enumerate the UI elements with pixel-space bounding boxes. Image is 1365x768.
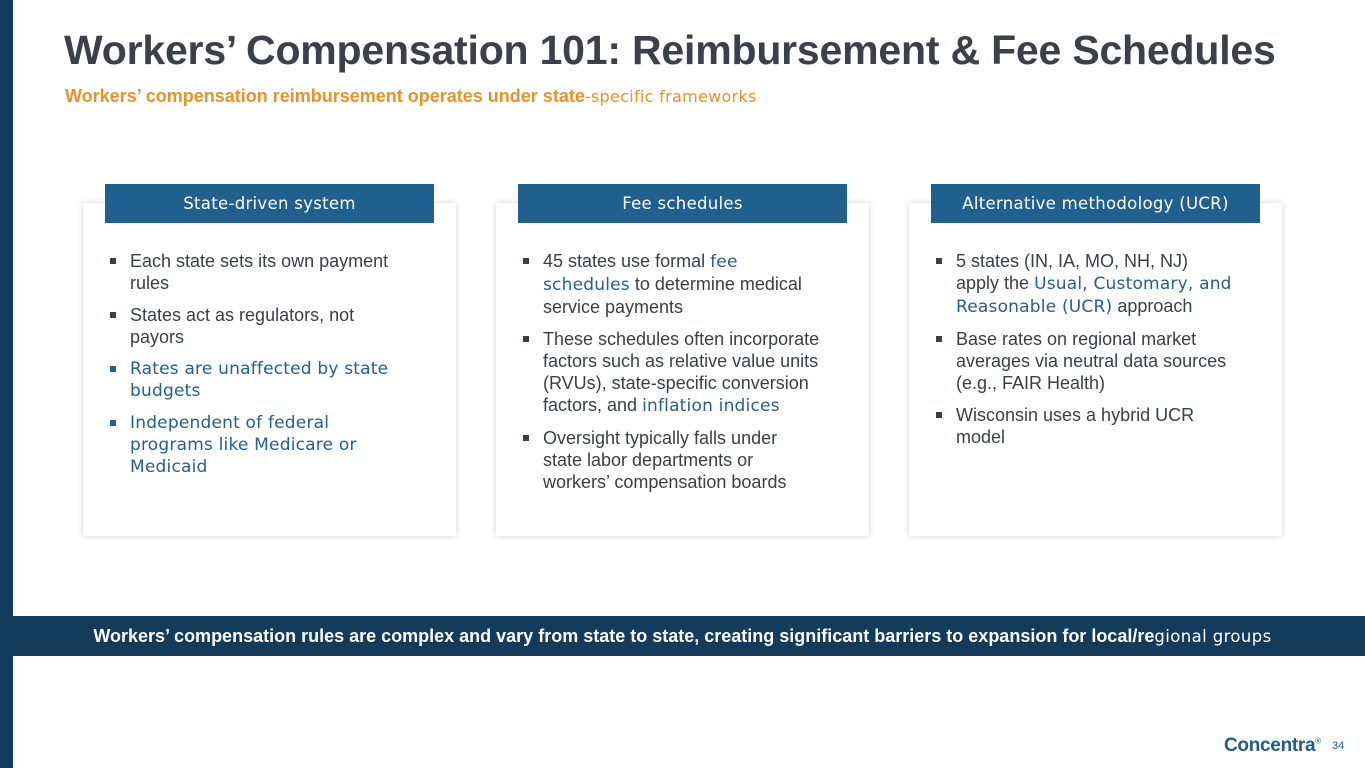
subtitle-rest: -specific frameworks: [584, 87, 757, 106]
bullet-item: [521, 250, 821, 318]
page-subtitle: [65, 86, 757, 107]
bullet-item: [108, 304, 408, 348]
bullet-item: [108, 250, 408, 294]
takeaway-banner: [0, 616, 1365, 656]
bullet-text: Wisconsin uses a hybrid UCR model: [956, 405, 1195, 447]
bullet-text: approach: [1112, 296, 1193, 316]
bullet-text: These schedules often incorporate factors such as relative value units (RVUs), state-specific conversion factors, and: [543, 329, 820, 415]
bullet-text: Base rates on regional market averages via neutral data sources (e.g., FAIR Health): [956, 329, 1227, 393]
bullet-text: Oversight typically falls under state labor departments or workers’ compensation boards: [543, 428, 787, 492]
bullet-item: [521, 427, 821, 493]
bullet-highlight-text: inflation indices: [642, 396, 780, 416]
bullet-text: Independent of federal programs like Medicare or Medicaid: [130, 413, 357, 477]
bullet-item: [934, 328, 1234, 394]
bullet-highlight-text: fee schedules: [543, 252, 738, 295]
card-header-state-driven: State-driven system: [105, 184, 434, 223]
bullet-square-icon: [110, 420, 116, 426]
card-header-ucr: Alternative methodology (UCR): [931, 184, 1260, 223]
bullet-square-icon: [523, 435, 529, 441]
bullet-square-icon: [936, 336, 942, 342]
bullets-ucr: [934, 250, 1234, 458]
bullet-text: 45 states use formal: [543, 251, 711, 271]
subtitle-bold: Workers’ compensation reimbursement operates under state: [65, 86, 585, 106]
logo-text: Concentra: [1224, 735, 1316, 756]
bullet-text: States act as regulators, not payors: [130, 305, 355, 347]
bullet-highlight-text: Usual, Customary, and Reasonable (UCR): [956, 274, 1232, 317]
bullet-text: Each state sets its own payment rules: [130, 251, 389, 293]
bullet-item-highlight: [108, 358, 408, 402]
bullet-square-icon: [523, 336, 529, 342]
bullet-text: to determine medical service payments: [543, 274, 802, 317]
bullet-square-icon: [110, 312, 116, 318]
bullet-square-icon: [936, 412, 942, 418]
logo-registered-mark: ®: [1315, 736, 1321, 746]
bullet-square-icon: [523, 258, 529, 264]
bullet-square-icon: [936, 258, 942, 264]
banner-bold: Workers’ compensation rules are complex and vary from state to state, creating significant barriers to expansion for local/re: [93, 625, 1155, 646]
bullet-item: [934, 250, 1234, 318]
concentra-logo: [1224, 735, 1321, 757]
bullet-text: 5 states (IN, IA, MO, NH, NJ) apply the: [956, 251, 1189, 293]
bullet-item-highlight: [108, 412, 408, 478]
page-number: 34: [1332, 740, 1345, 752]
card-header-fee-schedules: Fee schedules: [518, 184, 847, 223]
bullets-state-driven: [108, 250, 408, 488]
bullet-item: [521, 328, 821, 417]
banner-rest: gional groups: [1154, 626, 1272, 646]
bullet-item: [934, 404, 1234, 448]
page-title: Workers’ Compensation 101: Reimbursement & Fee Schedules: [64, 27, 1276, 73]
bullet-square-icon: [110, 258, 116, 264]
bullets-fee-schedules: [521, 250, 821, 503]
bullet-text: Rates are unaffected by state budgets: [130, 359, 389, 401]
bullet-square-icon: [110, 366, 116, 372]
